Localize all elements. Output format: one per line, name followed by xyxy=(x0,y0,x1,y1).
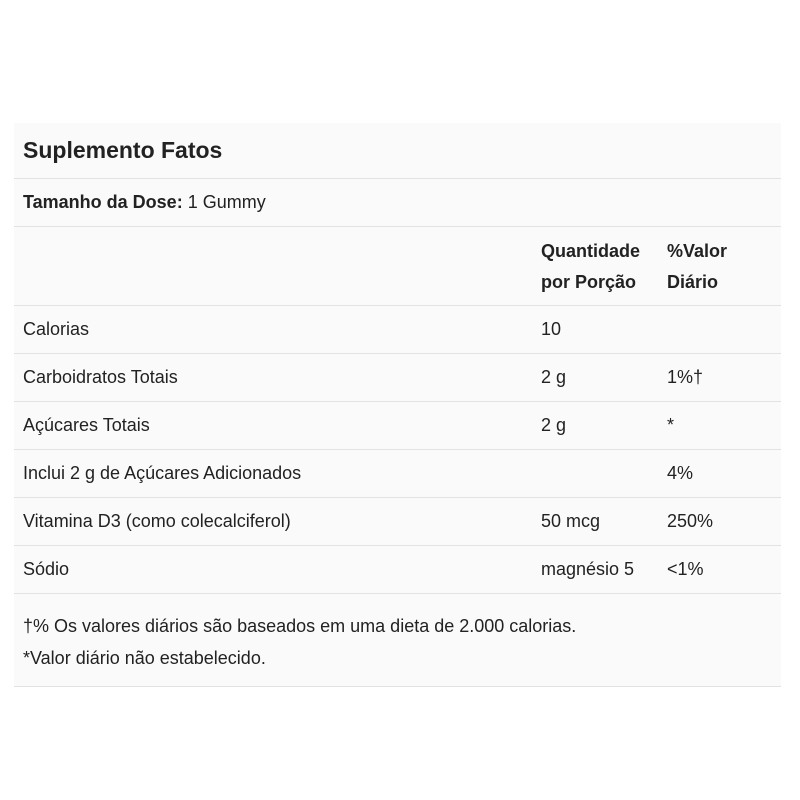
header-amount-line1: Quantidade xyxy=(541,241,641,261)
nutrient-name: Inclui 2 g de Açúcares Adicionados xyxy=(23,463,302,483)
footnote-daily-values: †% Os valores diários são baseados em uma dieta de 2.000 calorias. xyxy=(23,616,577,636)
table-row xyxy=(14,546,781,594)
panel-title: Suplemento Fatos xyxy=(23,137,223,163)
nutrient-name: Vitamina D3 (como colecalciferol) xyxy=(23,511,291,531)
nutrient-name: Sódio xyxy=(23,559,70,579)
nutrient-name: Calorias xyxy=(23,319,90,339)
supplement-facts-panel xyxy=(14,123,781,687)
header-daily-value-cell xyxy=(667,227,781,305)
header-dv-line2: Diário xyxy=(667,272,719,292)
nutrient-amount: 50 mcg xyxy=(541,511,601,531)
header-name-cell xyxy=(14,227,541,305)
serving-size-row xyxy=(14,179,781,227)
table-row xyxy=(14,402,781,450)
table-row xyxy=(14,450,781,498)
title-row xyxy=(14,123,781,179)
table-row xyxy=(14,306,781,354)
table-header-row xyxy=(14,227,781,306)
header-amount-line2: por Porção xyxy=(541,272,637,292)
footnote-not-established: *Valor diário não estabelecido. xyxy=(23,648,266,668)
nutrient-daily-value: 4% xyxy=(667,463,694,483)
nutrient-amount: magnésio 5 xyxy=(541,559,635,579)
nutrient-daily-value: 250% xyxy=(667,511,714,531)
header-dv-line1: %Valor xyxy=(667,241,728,261)
serving-size-label: Tamanho da Dose: xyxy=(23,192,183,212)
nutrient-amount: 2 g xyxy=(541,367,567,387)
nutrient-name: Carboidratos Totais xyxy=(23,367,178,387)
footnotes xyxy=(14,594,781,687)
header-amount-cell xyxy=(541,227,667,305)
nutrient-daily-value: * xyxy=(667,415,675,435)
nutrient-amount: 10 xyxy=(541,319,562,339)
table-row xyxy=(14,498,781,546)
table-row xyxy=(14,354,781,402)
nutrient-amount: 2 g xyxy=(541,415,567,435)
nutrient-daily-value: 1%† xyxy=(667,367,704,387)
serving-size-value: 1 Gummy xyxy=(182,192,266,212)
nutrient-daily-value: <1% xyxy=(667,559,704,579)
nutrient-name: Açúcares Totais xyxy=(23,415,150,435)
